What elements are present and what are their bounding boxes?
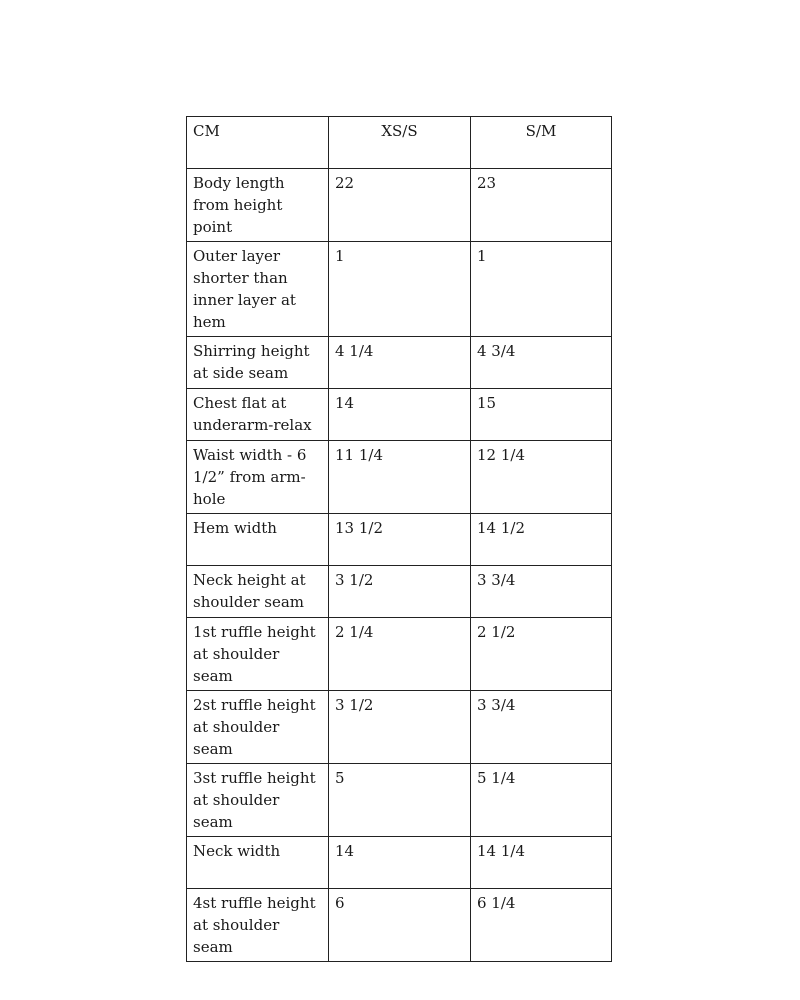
row-label: Waist width - 6 1/2” from arm-hole	[187, 441, 329, 514]
cell-xs-s: 14	[329, 389, 471, 441]
row-label: 1st ruffle height at shoulder seam	[187, 618, 329, 691]
table-row	[187, 242, 612, 337]
table-row	[187, 337, 612, 389]
cell-s-m: 4 3/4	[471, 337, 612, 389]
table-row	[187, 764, 612, 837]
row-label: Neck width	[187, 837, 329, 889]
cell-s-m: 1	[471, 242, 612, 337]
cell-xs-s: 6	[329, 889, 471, 962]
cell-xs-s: 11 1/4	[329, 441, 471, 514]
cell-xs-s: 13 1/2	[329, 514, 471, 566]
row-label: 2st ruffle height at shoulder seam	[187, 691, 329, 764]
row-label: Chest flat at underarm-relax	[187, 389, 329, 441]
table-body	[187, 169, 612, 962]
table-row	[187, 566, 612, 618]
cell-s-m: 12 1/4	[471, 441, 612, 514]
cell-xs-s: 1	[329, 242, 471, 337]
row-label: 4st ruffle height at shoulder seam	[187, 889, 329, 962]
header-size-xs-s: XS/S	[329, 117, 471, 169]
row-label: Hem width	[187, 514, 329, 566]
cell-s-m: 23	[471, 169, 612, 242]
cell-s-m: 14 1/2	[471, 514, 612, 566]
cell-s-m: 2 1/2	[471, 618, 612, 691]
cell-xs-s: 5	[329, 764, 471, 837]
cell-xs-s: 14	[329, 837, 471, 889]
table-row	[187, 618, 612, 691]
table-row	[187, 889, 612, 962]
table-row	[187, 691, 612, 764]
row-label: Body length from height point	[187, 169, 329, 242]
table-row	[187, 837, 612, 889]
cell-xs-s: 4 1/4	[329, 337, 471, 389]
cell-s-m: 15	[471, 389, 612, 441]
row-label: Outer layer shorter than inner layer at hem	[187, 242, 329, 337]
row-label: Neck height at shoulder seam	[187, 566, 329, 618]
header-row	[187, 117, 612, 169]
cell-s-m: 14 1/4	[471, 837, 612, 889]
header-unit: CM	[187, 117, 329, 169]
table-row	[187, 441, 612, 514]
cell-xs-s: 2 1/4	[329, 618, 471, 691]
table-header	[187, 117, 612, 169]
cell-xs-s: 3 1/2	[329, 691, 471, 764]
row-label: Shirring height at side seam	[187, 337, 329, 389]
cell-s-m: 5 1/4	[471, 764, 612, 837]
header-size-s-m: S/M	[471, 117, 612, 169]
table-row	[187, 169, 612, 242]
cell-xs-s: 22	[329, 169, 471, 242]
cell-s-m: 3 3/4	[471, 691, 612, 764]
cell-s-m: 3 3/4	[471, 566, 612, 618]
table-row	[187, 514, 612, 566]
cell-s-m: 6 1/4	[471, 889, 612, 962]
row-label: 3st ruffle height at shoulder seam	[187, 764, 329, 837]
size-chart-table	[186, 116, 612, 962]
cell-xs-s: 3 1/2	[329, 566, 471, 618]
table-row	[187, 389, 612, 441]
